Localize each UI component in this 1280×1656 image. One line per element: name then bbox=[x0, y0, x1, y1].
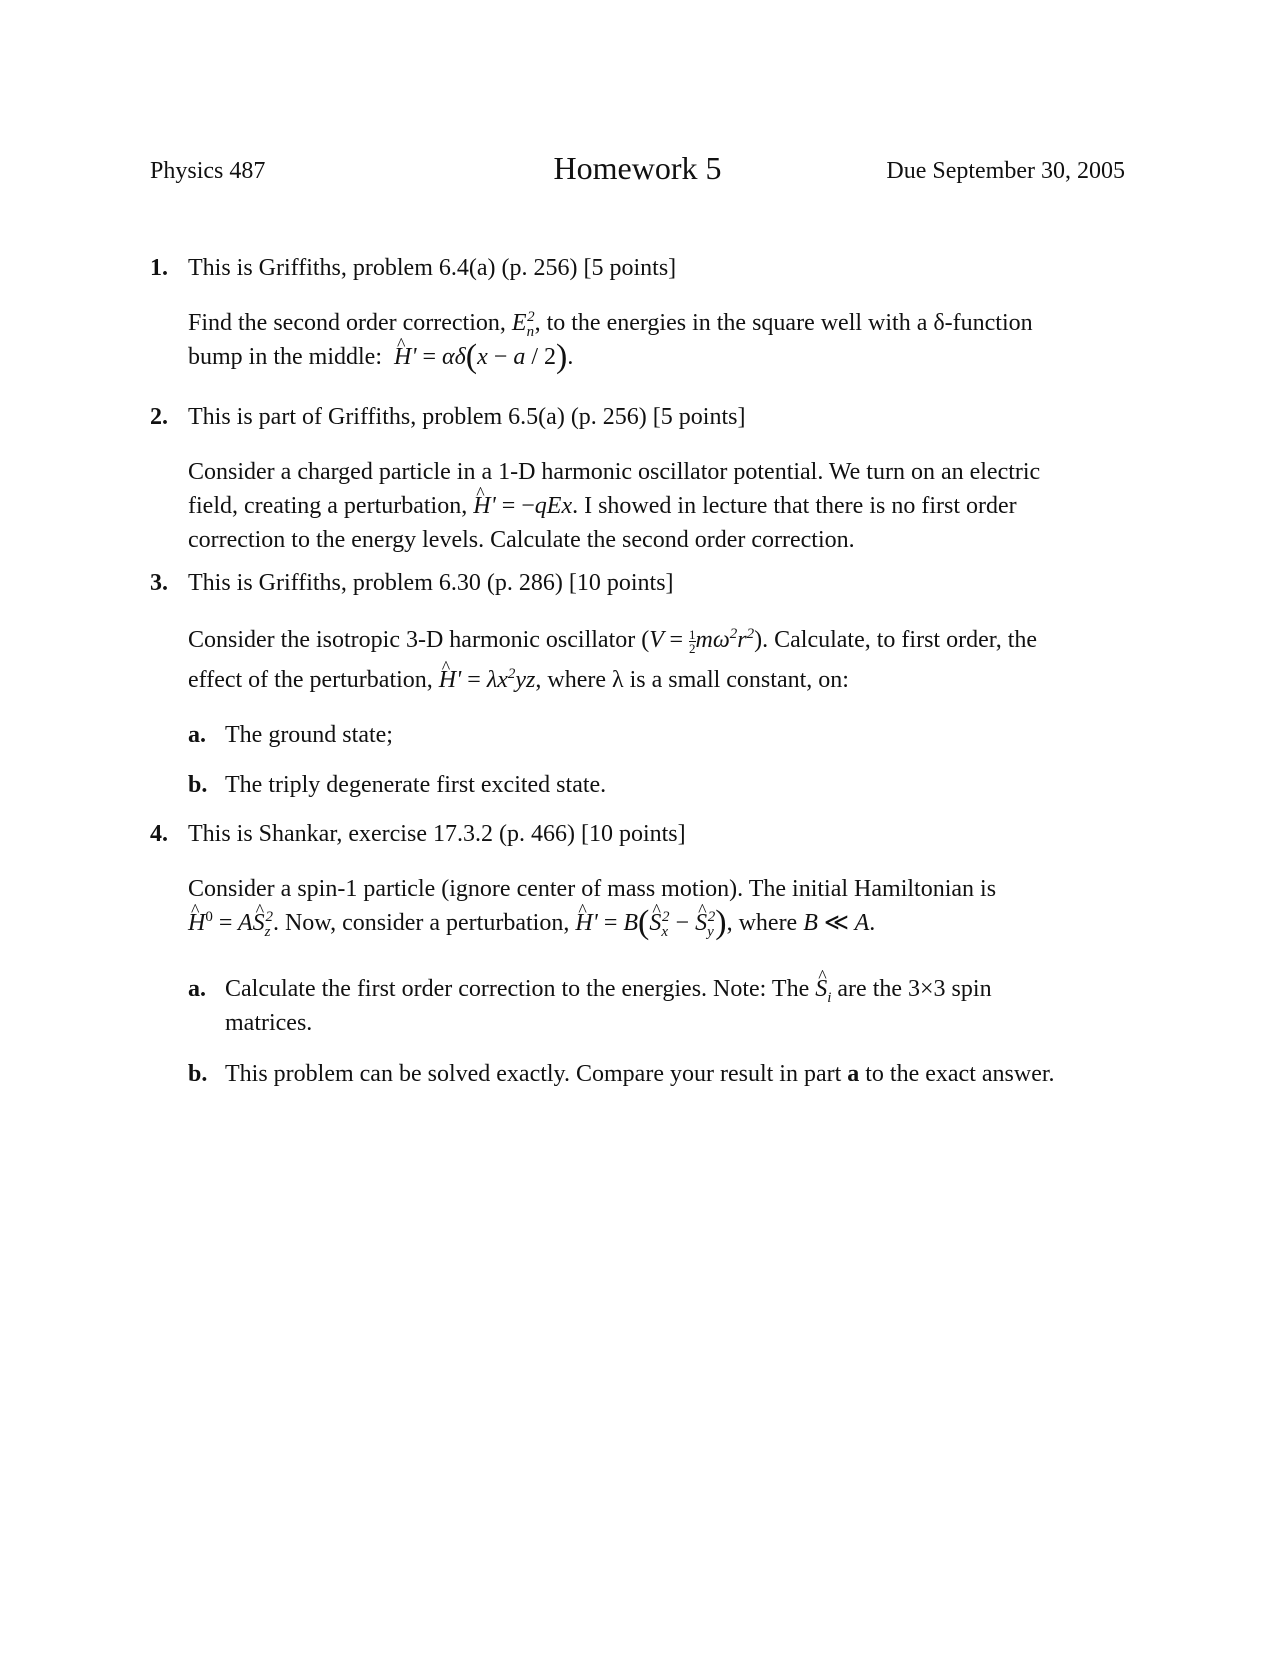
problem-3-body bbox=[188, 620, 1128, 700]
problem-3-line-1b: ). Calculate, to first order, the bbox=[754, 627, 1038, 653]
lambda-perturbation-equation: ^ $H' = \lambda x^2yz$ bbox=[439, 667, 536, 693]
problem-4-part-b bbox=[188, 1057, 1128, 1091]
part-reference: a bbox=[847, 1061, 860, 1087]
problem-heading-text: This is Griffiths, problem 6.4(a) (p. 256) [5 points] bbox=[188, 255, 677, 281]
problem-1-text-a: Find the second order correction, bbox=[188, 310, 506, 336]
problem-3-line-2b: , where λ is a small constant, on: bbox=[535, 667, 849, 693]
problem-3-line-1a: Consider the isotropic 3-D harmonic oscillator ( bbox=[188, 627, 650, 653]
problem-4-line-2a: . Now, consider a perturbation, bbox=[272, 910, 570, 936]
problem-2-line-3: correction to the energy levels. Calculate the second order correction. bbox=[188, 527, 855, 553]
oscillator-potential-equation: V = $\frac{1}{2}$ $m\omega^2r^2$ bbox=[649, 626, 755, 656]
problem-2-body bbox=[188, 455, 1128, 557]
due-date: Due September 30, 2005 bbox=[886, 158, 1125, 184]
problem-1-text-c: bump in the middle: bbox=[188, 344, 382, 370]
page-header bbox=[150, 150, 1125, 200]
problem-heading-text: This is Shankar, exercise 17.3.2 (p. 466) [10 points] bbox=[188, 821, 686, 847]
initial-hamiltonian-equation: ^ $H^0$ = A^ $S_z^2$ bbox=[188, 910, 273, 936]
part-letter: b. bbox=[188, 1061, 208, 1087]
part-letter: a. bbox=[188, 722, 206, 748]
problem-heading-text: This is part of Griffiths, problem 6.5(a) (p. 256) [5 points] bbox=[188, 404, 746, 430]
part-b-text-a: This problem can be solved exactly. Compare your result in part bbox=[225, 1061, 842, 1087]
part-text bbox=[225, 972, 1128, 1040]
problem-4-part-a bbox=[188, 972, 1128, 1040]
spin-matrix-symbol: ^ $S_i$ bbox=[815, 976, 831, 1002]
condition-equation: B ≪ A. bbox=[803, 910, 876, 936]
part-text: The triply degenerate first excited state. bbox=[225, 772, 607, 798]
problem-3-heading bbox=[150, 570, 674, 597]
problem-2-line-2a: field, creating a perturbation, bbox=[188, 493, 468, 519]
problem-3-part-a bbox=[188, 718, 1128, 752]
part-a-text-b: are the 3×3 spin bbox=[837, 976, 992, 1002]
energy-correction-equation: $E_n^2$ bbox=[511, 309, 535, 340]
part-a-text-c: matrices. bbox=[225, 1010, 313, 1036]
spin-perturbation-equation: ^ H' = B(^ $S_x^2$ − ^ $S_y^2$) bbox=[575, 910, 726, 936]
problem-3-line-2a: effect of the perturbation, bbox=[188, 667, 433, 693]
delta-perturbation-equation: ^ H' = αδ(x − a / 2). bbox=[388, 344, 573, 370]
problem-number: 4. bbox=[150, 821, 168, 847]
problem-4-heading bbox=[150, 821, 686, 848]
problem-1-body bbox=[188, 306, 1128, 374]
course-name: Physics 487 bbox=[150, 158, 266, 184]
part-letter: a. bbox=[188, 976, 206, 1002]
part-b-text-b: to the exact answer. bbox=[865, 1061, 1055, 1087]
problem-4-line-2b: , where bbox=[726, 910, 798, 936]
problem-3-part-b bbox=[188, 768, 1128, 802]
page-title: Homework 5 bbox=[553, 150, 722, 186]
part-a-text-a: Calculate the first order correction to the energies. Note: The bbox=[225, 976, 810, 1002]
problem-2-line-1: Consider a charged particle in a 1-D harmonic oscillator potential. We turn on an electric bbox=[188, 459, 1041, 485]
problem-2-line-2b: . I showed in lecture that there is no first order bbox=[572, 493, 1017, 519]
problem-1-text-b: , to the energies in the square well with a δ-function bbox=[534, 310, 1033, 336]
problem-1-heading bbox=[150, 255, 676, 282]
problem-4-body bbox=[188, 872, 1128, 940]
problem-4-line-1: Consider a spin-1 particle (ignore center of mass motion). The initial Hamiltonian is bbox=[188, 876, 997, 902]
problem-heading-text: This is Griffiths, problem 6.30 (p. 286) [10 points] bbox=[188, 570, 674, 596]
problem-2-heading bbox=[150, 404, 745, 431]
electric-perturbation-equation: ^ H' = −qEx bbox=[473, 493, 572, 519]
part-letter: b. bbox=[188, 772, 208, 798]
problem-number: 3. bbox=[150, 570, 168, 596]
problem-number: 1. bbox=[150, 255, 168, 281]
part-text bbox=[225, 1057, 1128, 1091]
part-text: The ground state; bbox=[225, 722, 393, 748]
problem-number: 2. bbox=[150, 404, 168, 430]
